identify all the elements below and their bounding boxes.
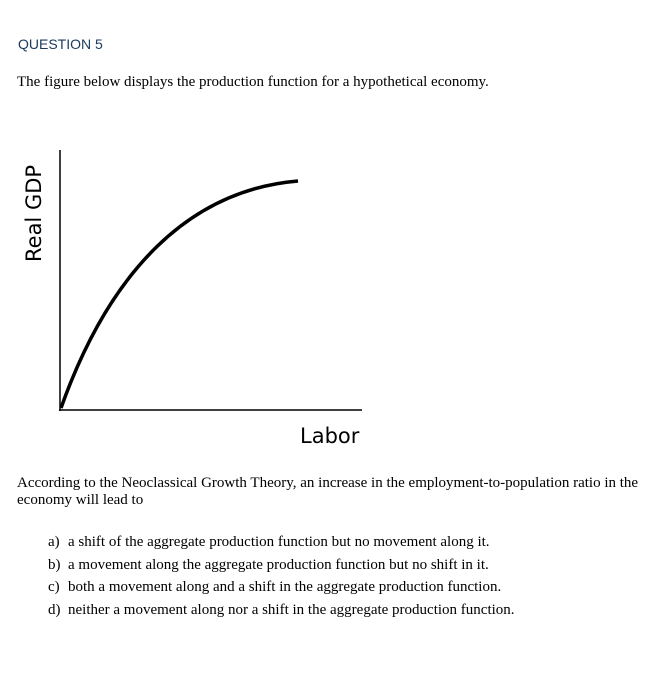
production-function-figure [0,140,400,460]
option-text: both a movement along and a shift in the aggregate production function. [68,579,502,595]
option-b[interactable] [48,554,515,577]
x-axis-label: Labor [300,424,360,448]
option-c[interactable] [48,576,515,599]
option-text: neither a movement along nor a shift in the aggregate production function. [68,601,515,618]
answer-options [48,531,515,621]
y-axis-label-text: Real GDP [22,164,46,262]
option-letter: c) [48,579,60,595]
option-letter: b) [48,556,61,573]
option-d[interactable] [48,599,515,622]
option-text: a movement along the aggregate production function but no shift in it. [68,556,489,573]
option-letter: a) [48,534,60,550]
option-text: a shift of the aggregate production function but no movement along it. [68,534,490,550]
option-a[interactable] [48,531,515,554]
question-prompt: The figure below displays the production function for a hypothetical economy. [17,74,489,90]
question-text: According to the Neoclassical Growth Theory, an increase in the employment-to-population ratio in the economy will lead to [17,475,639,508]
option-letter: d) [48,601,61,618]
question-header: QUESTION 5 [18,36,103,52]
production-function-curve [61,181,298,408]
